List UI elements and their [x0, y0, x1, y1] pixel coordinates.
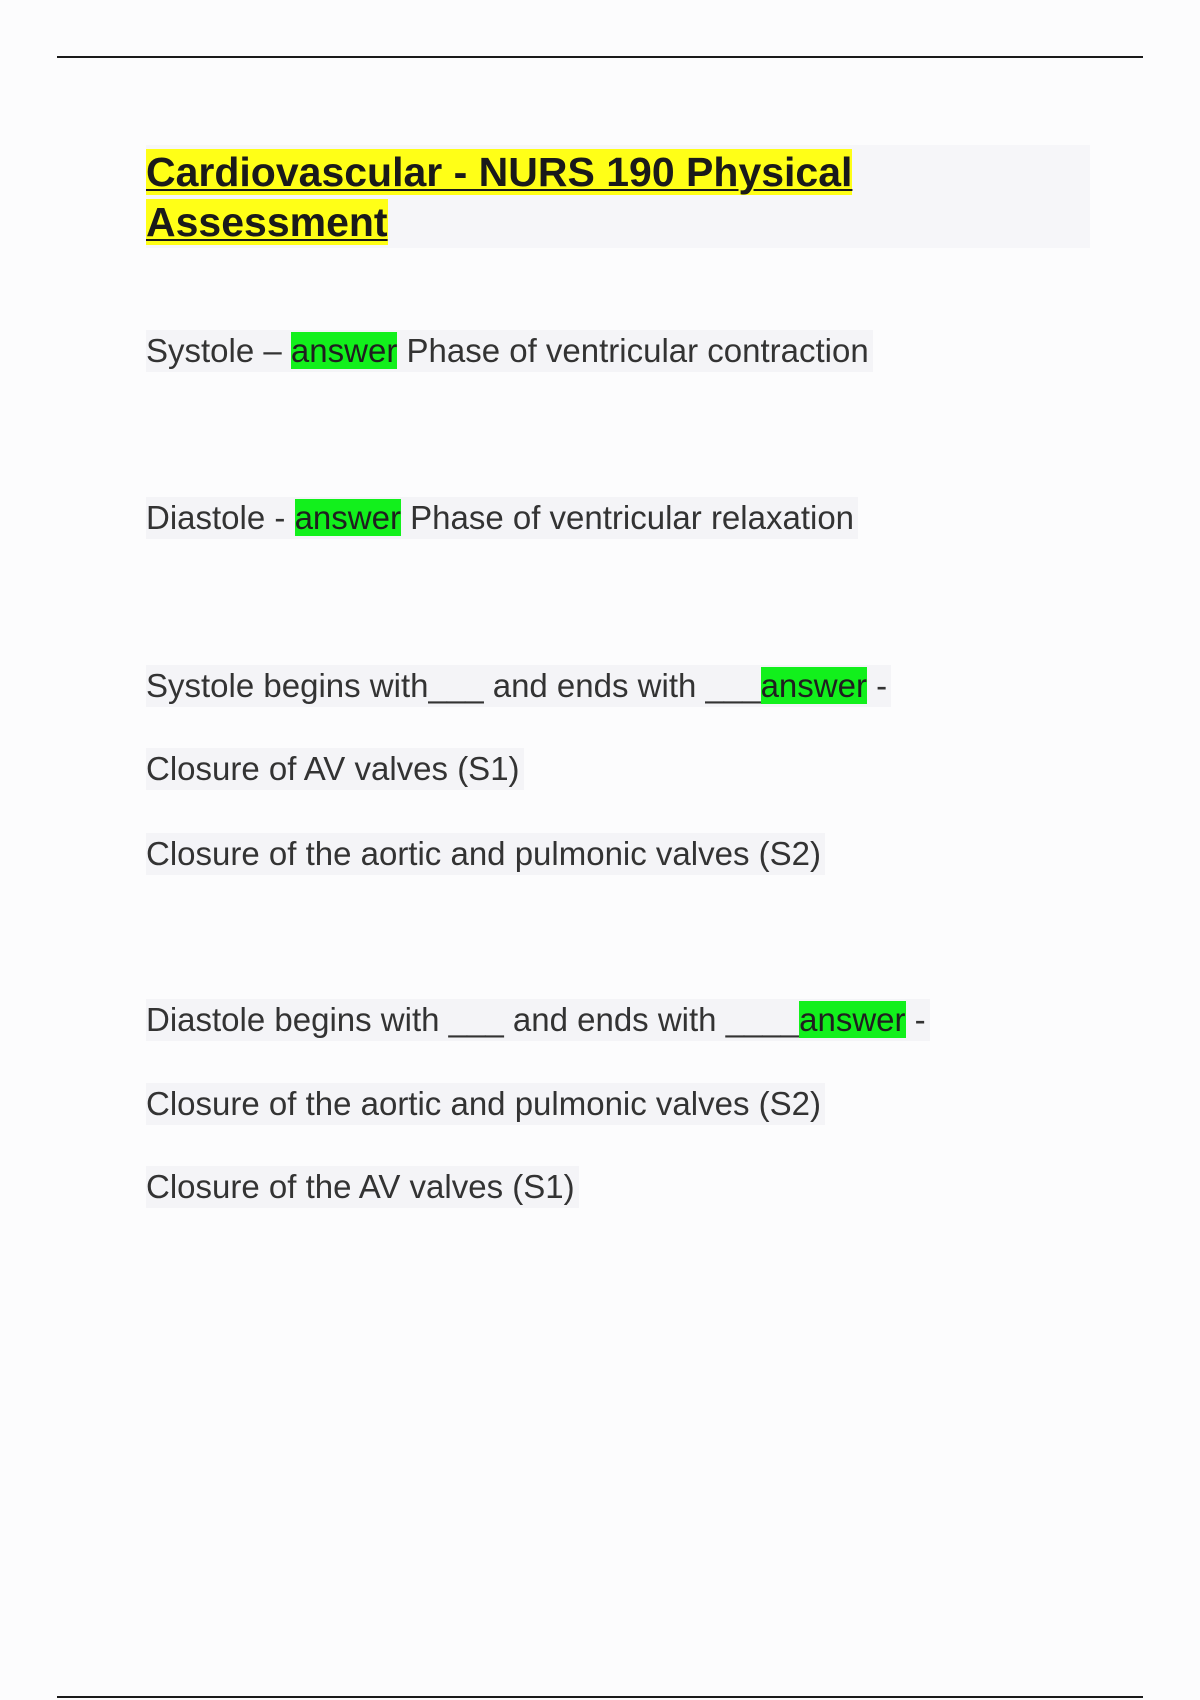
answer-label: answer	[294, 499, 401, 536]
card-term: Diastole -	[146, 499, 295, 536]
answer-label: answer	[290, 332, 398, 369]
card-term: Diastole begins with ___ and ends with ____	[146, 1001, 800, 1038]
card-answer-line: Closure of the aortic and pulmonic valves (S2)	[146, 1083, 825, 1125]
card-definition: Phase of ventricular contraction	[397, 332, 869, 369]
document-title	[146, 147, 852, 247]
card-systole	[146, 330, 873, 372]
card-diastole-begins	[146, 999, 930, 1041]
header-rule	[57, 56, 1143, 58]
card-diastole	[146, 497, 858, 539]
answer-label: answer	[760, 667, 867, 704]
card-suffix: -	[866, 667, 888, 704]
card-term: Systole begins with___ and ends with ___	[146, 667, 761, 704]
card-suffix: -	[905, 1001, 926, 1038]
answer-label: answer	[799, 1001, 906, 1038]
card-definition: Phase of ventricular relaxation	[400, 499, 855, 536]
card-systole-begins	[146, 665, 891, 707]
card-answer-line: Closure of the aortic and pulmonic valves (S2)	[146, 833, 825, 875]
title-line-1: Cardiovascular - NURS 190 Physical	[146, 149, 853, 195]
card-term: Systole –	[146, 332, 291, 369]
card-answer-line: Closure of the AV valves (S1)	[146, 1166, 579, 1208]
card-answer-line: Closure of AV valves (S1)	[146, 748, 524, 790]
title-line-2: Assessment	[146, 199, 388, 245]
footer-rule	[57, 1696, 1143, 1698]
